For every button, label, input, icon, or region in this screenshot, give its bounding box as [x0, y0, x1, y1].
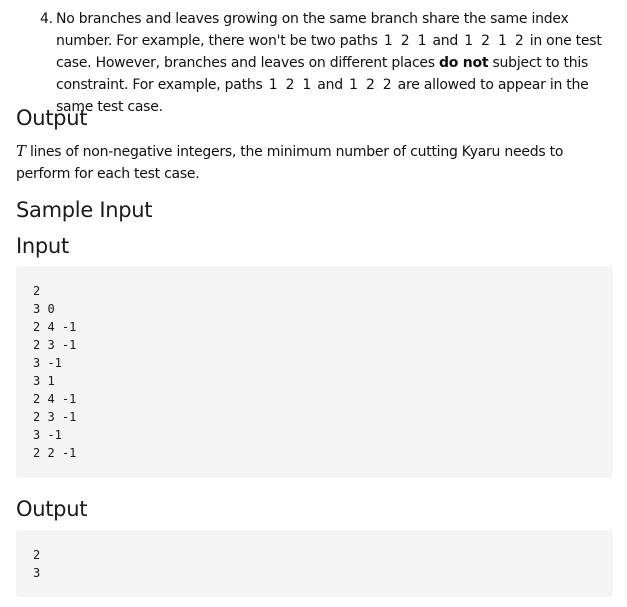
constraint-text [56, 8, 610, 118]
math-path: 1 2 1 [383, 33, 427, 49]
sample-output-heading: Output [16, 497, 88, 521]
sample-output-code-block [16, 530, 613, 597]
constraint-number: 4. [40, 11, 53, 27]
sample-output-code: 2 3 [33, 548, 41, 580]
constraint-text-part: subject to this constraint. For example, paths [56, 55, 589, 93]
math-path: 1 2 1 2 [464, 33, 524, 49]
math-path: 1 2 1 [268, 77, 312, 93]
output-description [16, 140, 611, 185]
constraint-text-part: are allowed to appear in the same test case. [56, 77, 589, 115]
sample-input-heading: Sample Input [16, 198, 153, 222]
output-description-text: lines of non-negative integers, the minimum number of cutting Kyaru needs to perform for each test case. [16, 144, 564, 182]
math-variable-t: T [16, 142, 26, 160]
input-subheading: Input [16, 234, 69, 258]
constraint-text-part: in one test case. However, branches and leaves on different places [56, 33, 602, 71]
output-heading: Output [16, 106, 88, 130]
constraint-text-part: No branches and leaves growing on the same branch share the same index number. For example, there won't be two paths [56, 11, 569, 49]
bold-emphasis: do not [439, 55, 489, 71]
sample-input-code-block [16, 266, 613, 478]
sample-input-code: 2 3 0 2 4 -1 2 3 -1 3 -1 3 1 2 4 -1 2 3 -1 3 -1 2 2 -1 [33, 284, 77, 460]
math-path: 1 2 2 [349, 77, 392, 93]
constraint-item-4 [40, 8, 610, 118]
constraint-text-part: and [432, 33, 459, 49]
constraint-text-part: and [317, 77, 343, 93]
